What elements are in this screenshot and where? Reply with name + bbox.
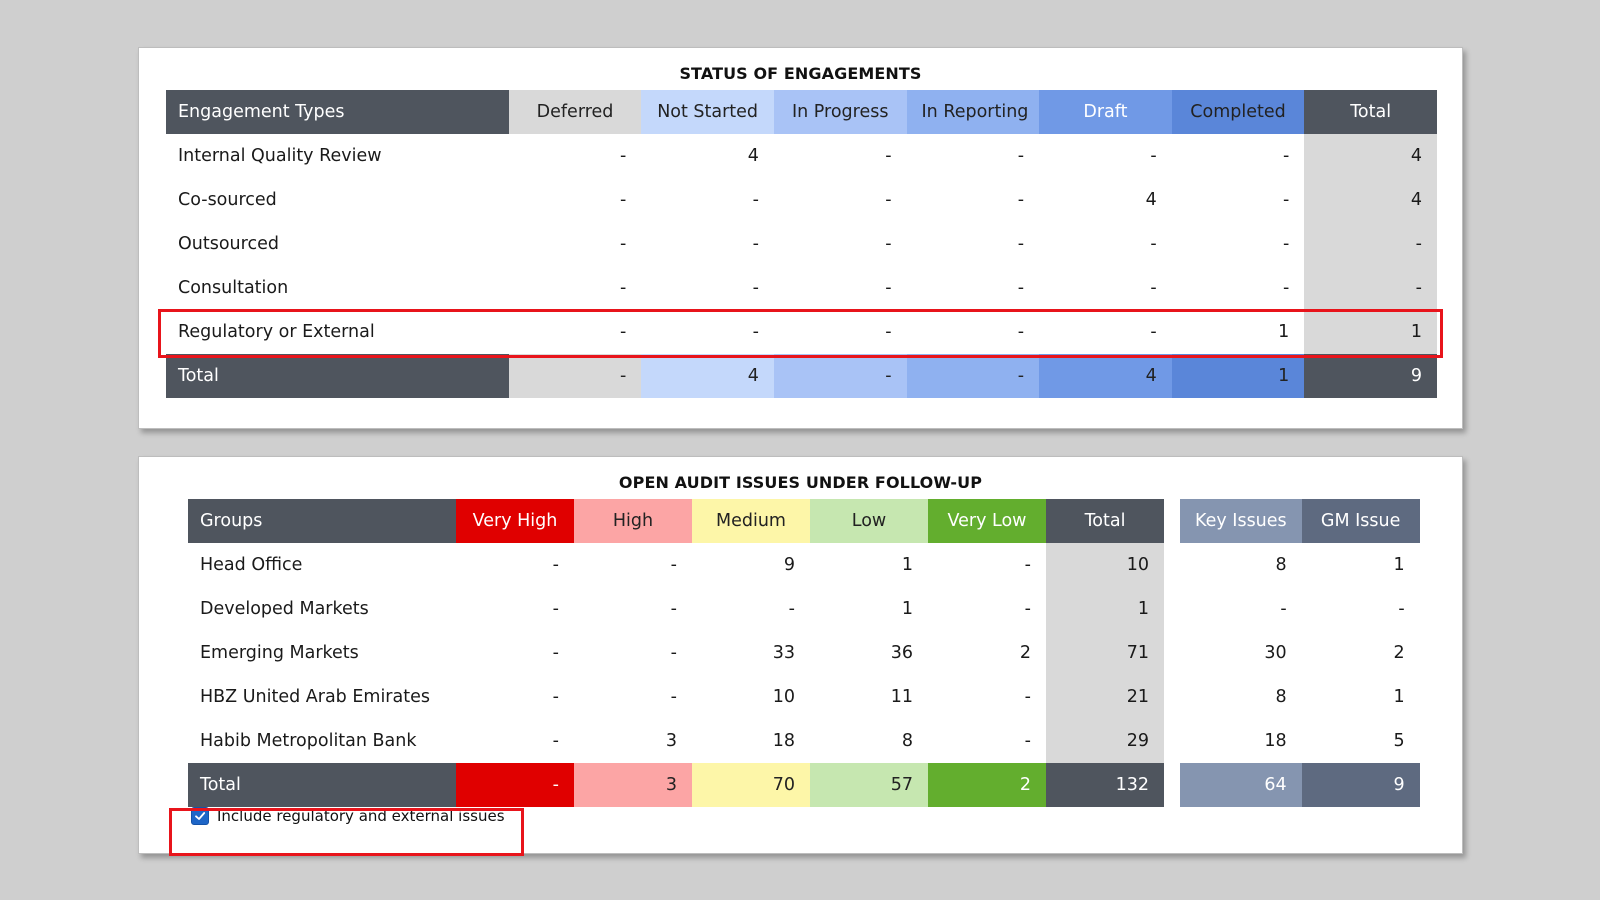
header-total: Total — [1046, 499, 1164, 543]
cell-deferred: - — [620, 322, 627, 342]
total-total: 9 — [1304, 354, 1437, 398]
cell-in-progress: - — [885, 278, 892, 298]
row-label: Emerging Markets — [200, 643, 359, 663]
header-draft: Draft — [1039, 90, 1172, 134]
cell-total: 10 — [1046, 543, 1164, 587]
engagements-panel — [138, 47, 1463, 429]
cell-low: 1 — [901, 599, 913, 619]
column-gap — [1164, 543, 1180, 587]
cell-gm-issue: 1 — [1393, 555, 1405, 575]
cell-gm-issue: 2 — [1393, 643, 1405, 663]
cell-key-issues: - — [1280, 599, 1287, 619]
total-label: Total — [188, 763, 456, 807]
row-label: Regulatory or External — [178, 322, 375, 342]
cell-key-issues: 8 — [1275, 555, 1287, 575]
table-row — [166, 134, 1437, 178]
cell-low: 11 — [890, 687, 913, 707]
cell-very-high: - — [552, 599, 559, 619]
row-label: Developed Markets — [200, 599, 369, 619]
row-label: Outsourced — [178, 234, 279, 254]
column-gap — [1164, 631, 1180, 675]
header-completed: Completed — [1172, 90, 1305, 134]
cell-draft: - — [1150, 322, 1157, 342]
cell-in-reporting: - — [1017, 190, 1025, 210]
table-row — [188, 675, 1420, 719]
cell-very-high: - — [552, 643, 559, 663]
header-engagement-types: Engagement Types — [166, 90, 509, 134]
cell-draft: - — [1150, 234, 1157, 254]
cell-medium: 10 — [772, 687, 795, 707]
table-row — [166, 266, 1437, 310]
table-row — [166, 178, 1437, 222]
cell-completed: 1 — [1278, 322, 1290, 342]
total-label: Total — [166, 354, 509, 398]
total-draft: 4 — [1039, 354, 1172, 398]
total-high: 3 — [574, 763, 692, 807]
row-label: HBZ United Arab Emirates — [200, 687, 430, 707]
table-row — [188, 631, 1420, 675]
cell-gm-issue: - — [1398, 599, 1405, 619]
cell-deferred: - — [620, 190, 627, 210]
cell-total: 4 — [1304, 134, 1437, 178]
total-low: 57 — [810, 763, 928, 807]
include-regulatory-label: Include regulatory and external issues — [217, 807, 505, 825]
cell-in-reporting: - — [1017, 234, 1025, 254]
cell-low: 36 — [890, 643, 913, 663]
engagements-title: STATUS OF ENGAGEMENTS — [679, 64, 922, 83]
cell-completed: - — [1282, 278, 1290, 298]
cell-very-low: 2 — [1019, 643, 1031, 663]
cell-medium: 9 — [783, 555, 795, 575]
row-label: Consultation — [178, 278, 289, 298]
cell-high: - — [670, 643, 677, 663]
cell-very-high: - — [552, 555, 559, 575]
header-total: Total — [1304, 90, 1437, 134]
cell-total: 1 — [1304, 310, 1437, 354]
cell-high: 3 — [665, 731, 677, 751]
cell-total: - — [1304, 222, 1437, 266]
engagements-total-row — [166, 354, 1437, 398]
total-gm-issue: 9 — [1302, 763, 1420, 807]
cell-total: 1 — [1046, 587, 1164, 631]
cell-total: 29 — [1046, 719, 1164, 763]
row-label: Habib Metropolitan Bank — [200, 731, 417, 751]
row-label: Head Office — [200, 555, 303, 575]
cell-completed: - — [1282, 146, 1290, 166]
cell-total: 4 — [1304, 178, 1437, 222]
total-very-high: - — [456, 763, 574, 807]
header-groups: Groups — [188, 499, 456, 543]
total-very-low: 2 — [928, 763, 1046, 807]
table-row — [166, 222, 1437, 266]
cell-in-progress: - — [885, 322, 892, 342]
header-in-reporting: In Reporting — [907, 90, 1040, 134]
cell-draft: 4 — [1145, 190, 1157, 210]
cell-in-reporting: - — [1017, 146, 1025, 166]
cell-in-progress: - — [885, 190, 892, 210]
cell-not-started: 4 — [747, 146, 759, 166]
cell-deferred: - — [620, 278, 627, 298]
table-row-regulatory — [166, 310, 1437, 354]
cell-deferred: - — [620, 234, 627, 254]
issues-title: OPEN AUDIT ISSUES UNDER FOLLOW-UP — [618, 473, 983, 492]
cell-medium: - — [788, 599, 795, 619]
cell-deferred: - — [620, 146, 627, 166]
column-gap — [1164, 587, 1180, 631]
total-deferred: - — [509, 354, 642, 398]
cell-very-low: - — [1024, 599, 1031, 619]
cell-total: 21 — [1046, 675, 1164, 719]
cell-total: 71 — [1046, 631, 1164, 675]
header-low: Low — [810, 499, 928, 543]
cell-medium: 18 — [772, 731, 795, 751]
cell-not-started: - — [752, 322, 759, 342]
cell-draft: - — [1150, 146, 1157, 166]
table-row — [188, 543, 1420, 587]
issues-total-row — [188, 763, 1420, 807]
table-row — [188, 587, 1420, 631]
cell-very-low: - — [1024, 731, 1031, 751]
header-medium: Medium — [692, 499, 810, 543]
total-key-issues: 64 — [1180, 763, 1302, 807]
engagements-table — [166, 90, 1437, 398]
cell-key-issues: 18 — [1264, 731, 1287, 751]
cell-very-low: - — [1024, 555, 1031, 575]
total-medium: 70 — [692, 763, 810, 807]
header-in-progress: In Progress — [774, 90, 907, 134]
total-not-started: 4 — [641, 354, 774, 398]
cell-low: 8 — [901, 731, 913, 751]
include-regulatory-checkbox[interactable] — [191, 807, 209, 825]
cell-very-high: - — [552, 687, 559, 707]
cell-not-started: - — [752, 234, 759, 254]
cell-gm-issue: 1 — [1393, 687, 1405, 707]
header-not-started: Not Started — [641, 90, 774, 134]
header-high: High — [574, 499, 692, 543]
cell-high: - — [670, 555, 677, 575]
cell-key-issues: 30 — [1264, 643, 1287, 663]
total-in-progress: - — [774, 354, 907, 398]
total-total: 132 — [1046, 763, 1164, 807]
cell-in-reporting: - — [1017, 278, 1025, 298]
column-gap — [1164, 719, 1180, 763]
cell-draft: - — [1150, 278, 1157, 298]
cell-completed: - — [1282, 234, 1290, 254]
include-regulatory-toggle[interactable] — [191, 807, 505, 825]
cell-low: 1 — [901, 555, 913, 575]
cell-completed: - — [1282, 190, 1290, 210]
column-gap — [1164, 763, 1180, 807]
row-label: Internal Quality Review — [178, 146, 382, 166]
header-gm-issue: GM Issue — [1302, 499, 1420, 543]
cell-in-progress: - — [885, 234, 892, 254]
cell-total: - — [1304, 266, 1437, 310]
column-gap — [1164, 499, 1180, 543]
header-very-high: Very High — [456, 499, 574, 543]
header-very-low: Very Low — [928, 499, 1046, 543]
cell-in-progress: - — [885, 146, 892, 166]
header-key-issues: Key Issues — [1180, 499, 1302, 543]
issues-table — [188, 499, 1420, 807]
cell-in-reporting: - — [1017, 322, 1025, 342]
cell-gm-issue: 5 — [1393, 731, 1405, 751]
total-in-reporting: - — [907, 354, 1040, 398]
cell-not-started: - — [752, 278, 759, 298]
cell-not-started: - — [752, 190, 759, 210]
cell-medium: 33 — [772, 643, 795, 663]
issues-panel — [138, 456, 1463, 854]
cell-very-high: - — [552, 731, 559, 751]
cell-key-issues: 8 — [1275, 687, 1287, 707]
engagements-header-row — [166, 90, 1437, 134]
header-deferred: Deferred — [509, 90, 642, 134]
cell-high: - — [670, 687, 677, 707]
issues-header-row — [188, 499, 1420, 543]
check-icon — [194, 810, 206, 822]
column-gap — [1164, 675, 1180, 719]
row-label: Co-sourced — [178, 190, 277, 210]
cell-very-low: - — [1024, 687, 1031, 707]
cell-high: - — [670, 599, 677, 619]
total-completed: 1 — [1172, 354, 1305, 398]
table-row — [188, 719, 1420, 763]
